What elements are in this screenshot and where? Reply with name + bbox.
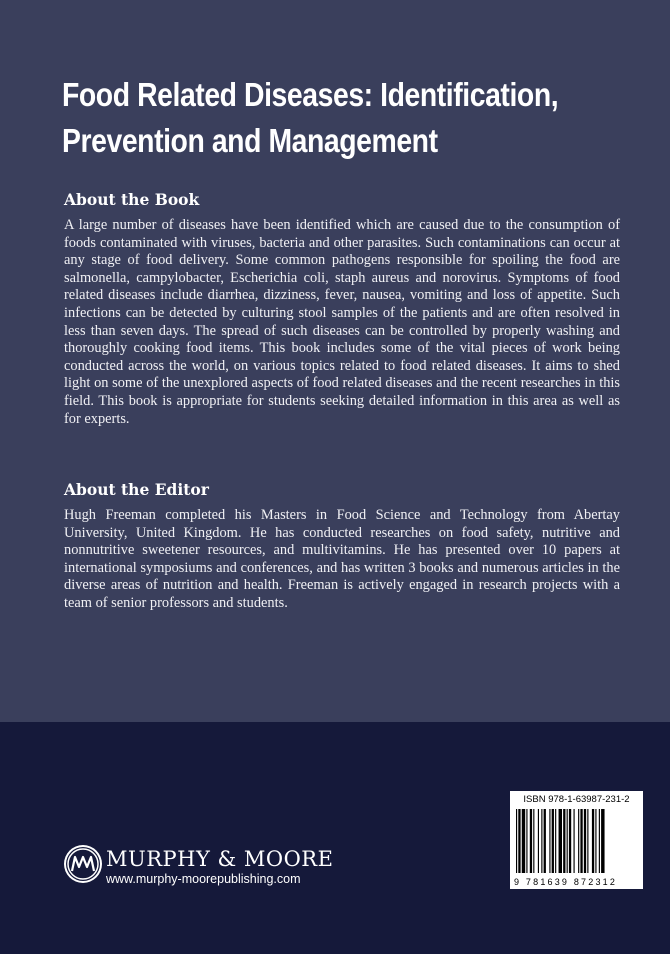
about-editor-heading: About the Editor (64, 480, 209, 499)
barcode-bars (516, 809, 637, 873)
barcode-digits: 9 781639 872312 (514, 877, 618, 887)
publisher-name: MURPHY & MOORE (106, 847, 334, 871)
book-title (62, 72, 621, 164)
mm-logo-icon (64, 845, 102, 883)
publisher-url: www.murphy-moorepublishing.com (106, 872, 301, 886)
book-title-line-1: Food Related Diseases: Identification, (62, 76, 559, 113)
about-book-heading: About the Book (64, 190, 200, 209)
isbn-barcode (510, 791, 643, 889)
about-editor-text: Hugh Freeman completed his Masters in Food Science and Technology from Abertay University, United Kingdom. He has conducted researches on food safety, nutritive and nonnutritive sweetener resources, and multivitamins. He has presented over 10 papers at international symposiums and conferences, and has written 3 books and numerous articles in the diverse areas of nutrition and health. Freeman is actively engaged in research projects with a team of senior professors and students. (64, 507, 620, 611)
about-book-text: A large number of diseases have been identified which are caused due to the consumption of foods contaminated with viruses, bacteria and other parasites. Such contaminations can occur at any stage of food delivery. Some common pathogens responsible for spoiling the food are salmonella, campylobacter, Escherichia coli, staph aureus and norovirus. Symptoms of food related diseases include diarrhea, dizziness, fever, nausea, vomiting and loss of appetite. Such infections can be detected by culturing stool samples of the patients and are often resolved in less than seven days. The spread of such diseases can be controlled by properly washing and thoroughly cooking food items. This book includes some of the vital pieces of work being conducted across the world, on various topics related to food related diseases. It aims to shed light on some of the unexplored aspects of food related diseases and the recent researches in this field. This book is appropriate for students seeking detailed information in this area as well as for experts. (64, 217, 620, 427)
book-title-line-2: Prevention and Management (62, 122, 438, 159)
isbn-label: ISBN 978-1-63987-231-2 (523, 794, 630, 805)
